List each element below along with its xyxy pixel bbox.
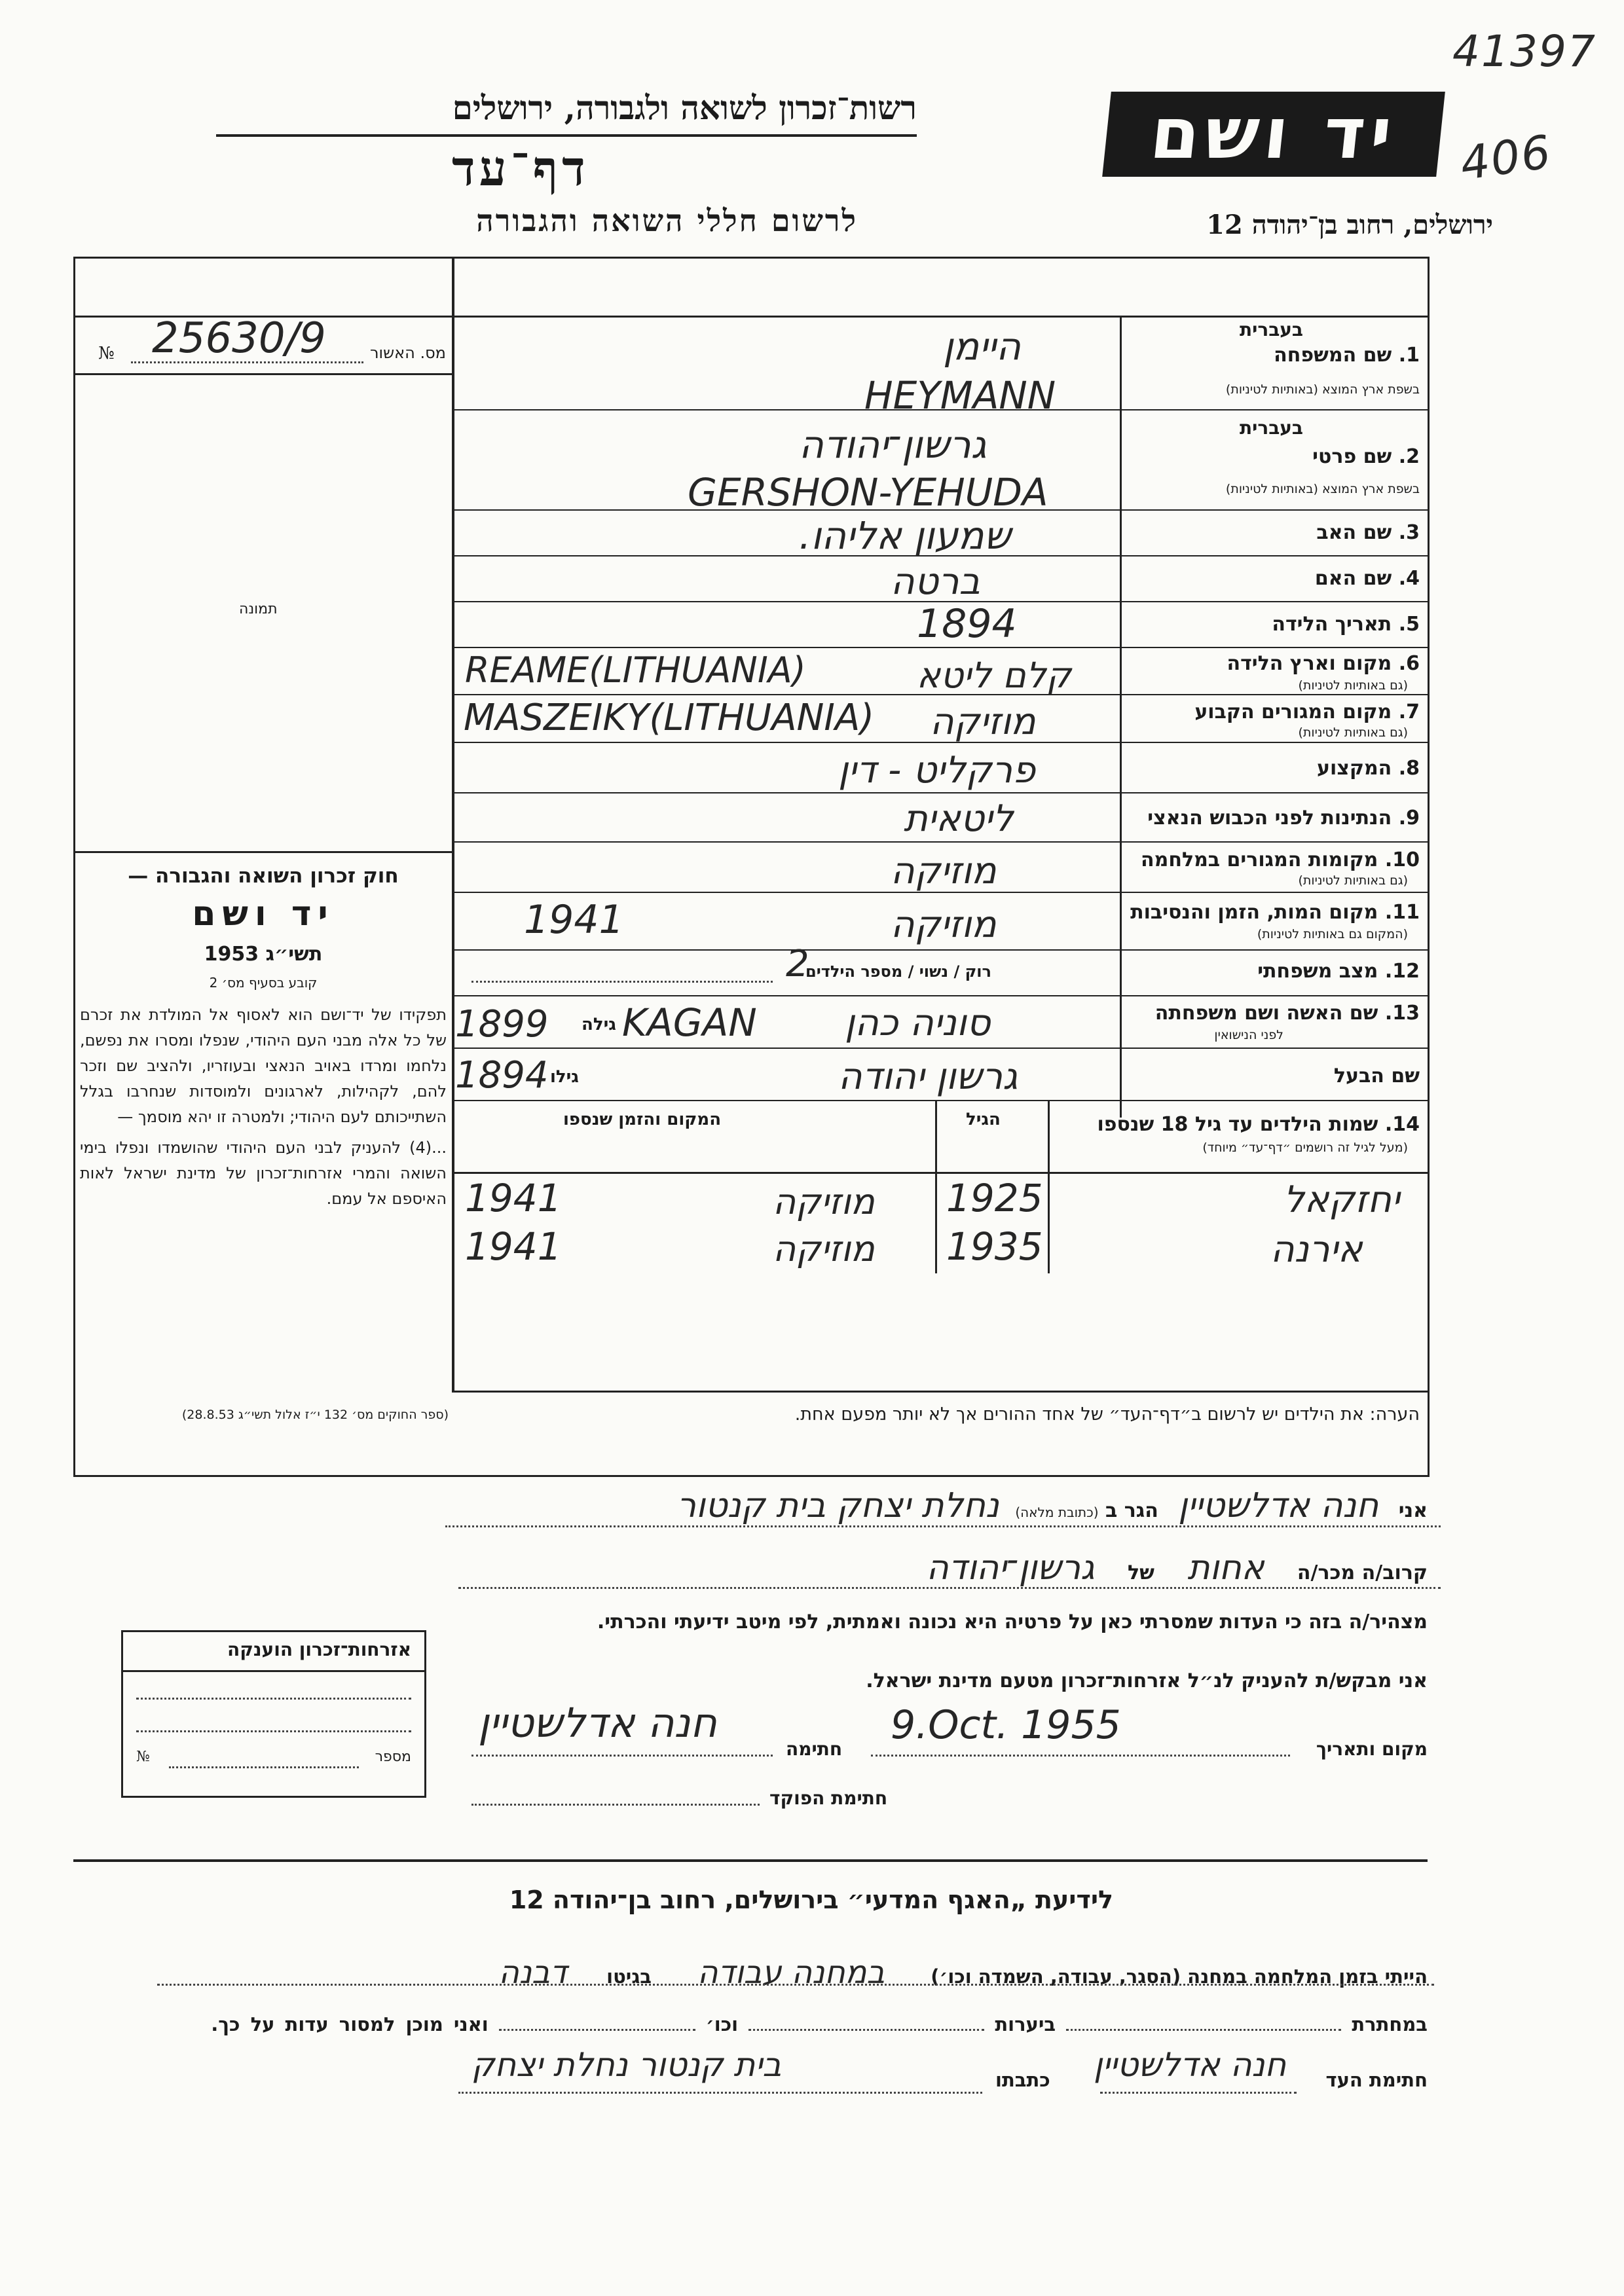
q13-age-label: גילה: [581, 1015, 616, 1034]
left-panel-rule: [73, 851, 453, 853]
child-1-age: 1925: [946, 1176, 1043, 1220]
child-1-place: מוזיקה: [773, 1181, 875, 1222]
signature-dotline: [471, 1755, 773, 1757]
q3-num: 3.: [1398, 521, 1420, 544]
q14-label-text: שמות הילדים עד גיל 18 שנספו: [1097, 1113, 1378, 1136]
ghetto-label: בגיטו: [606, 1965, 652, 1988]
row-rule: [452, 841, 1428, 843]
witness-signature-value: חנה אדלשטיין: [1094, 2046, 1287, 2084]
q2-value-hebrew: גרשון־יהודה: [799, 422, 987, 467]
citizenship-no-mark: №: [136, 1749, 150, 1765]
citizenship-box: [121, 1630, 426, 1798]
declaration-dotline-2: [458, 1587, 1441, 1589]
row-rule: [452, 647, 1428, 648]
place-date-dotline: [871, 1755, 1290, 1757]
q8-value: פרקליט - דין: [838, 749, 1036, 792]
witness-address-dotline: [458, 2092, 982, 2094]
q12-label-text: מצב משפחתי: [1257, 960, 1378, 983]
q6-value-hebrew: קלם ליטא: [917, 655, 1071, 696]
q3-value: שמעון אליהו.: [799, 513, 1011, 558]
husband-value: גרשון יהודה: [838, 1055, 1018, 1098]
child-2-year: 1941: [465, 1224, 562, 1269]
q7-value-latin: MASZEIKY(LITHUANIA): [464, 697, 875, 739]
declaration-request: אני מבקש/ת להעניק לנ״ל אזרחות־זכרון מטעם מדינת ישראל.: [866, 1669, 1428, 1692]
q6-value-latin: REAME(LITHUANIA): [465, 649, 806, 691]
q1-text: 1.: [1398, 344, 1420, 367]
q2-label: [1312, 445, 1420, 468]
q13-label-text: שם האשה ושם משפחתה: [1154, 1002, 1378, 1025]
q10-sub: (גם באותיות לטיניות): [1298, 873, 1408, 888]
declaration-dotline-1: [445, 1525, 1441, 1527]
q13-value-latin: KAGAN: [622, 1000, 757, 1045]
q11-value-year: 1941: [524, 897, 624, 943]
q14-label: [1097, 1113, 1420, 1136]
q10-label: [1141, 848, 1420, 871]
witness-signature-dotline: [1100, 2092, 1297, 2094]
signature-label: חתימה: [786, 1738, 843, 1760]
relative-label: קרוב/ה מכר/ה: [1297, 1561, 1428, 1584]
q9-label-text: הנתינות לפני הכבוש הנאצי: [1147, 807, 1392, 829]
of-label: של: [1128, 1561, 1154, 1584]
q4-label-text: שם האם: [1314, 567, 1392, 590]
approval-value: 25630/9: [152, 314, 326, 363]
ready-to-testify: ואני מוכן למסור עדות על כך.: [211, 2013, 489, 2035]
q12-dotline: [471, 981, 773, 983]
q1-hebrew-tag: בעברית: [1239, 319, 1303, 340]
header-authority: רשות־זכרון לשואה ולגבורה, ירושלים: [452, 88, 917, 127]
q11-label-text: מקום המות, הזמן והנסיבות: [1130, 901, 1378, 924]
underground-label: במחתרת: [1352, 2013, 1428, 2035]
q3-label: [1316, 521, 1420, 544]
left-column-divider: [452, 257, 454, 1391]
q7-label: [1194, 701, 1420, 723]
relation-value: אחות: [1187, 1548, 1264, 1588]
law-name: יד ושם: [192, 894, 335, 934]
q2-label-text: שם פרטי: [1312, 445, 1392, 468]
q14-sub: (מעל לגיל זה רושמים ״דף־עד״ מיוחד): [1202, 1140, 1408, 1155]
officer-label: חתימת הפוקד: [769, 1787, 888, 1809]
child-2-age: 1935: [946, 1224, 1043, 1269]
address-value: נחלת יצחק בית קנטור: [676, 1486, 999, 1525]
form-subtitle: לרשום חללי השואה והגבורה: [476, 203, 858, 238]
declaration-statement: מצהיר/ה בזה כי העדות שמסרתי כאן על פרטיה היא נכונה ואמתית, לפי מיטב ידיעתי והכרתי.: [597, 1611, 1428, 1633]
q9-label: [1147, 807, 1420, 829]
q12-options: רוק / נשוי / מספר הילדים: [805, 962, 991, 981]
q5-value: 1894: [917, 601, 1017, 647]
ghetto-value: דבנה: [498, 1954, 568, 1991]
witness-address-value: בית קנטור נחלת יצחק: [471, 2046, 782, 2084]
row-rule: [452, 995, 1428, 996]
resident-label: הגר ב: [1105, 1499, 1158, 1522]
q2-num: 2.: [1398, 445, 1420, 468]
q7-num: 7.: [1398, 701, 1420, 723]
child-1-name: יחזקאל: [1283, 1178, 1400, 1221]
q9-num: 9.: [1398, 807, 1420, 829]
husband-age: 1894: [455, 1054, 549, 1097]
approval-label: מס. האשור: [370, 344, 446, 362]
law-body: תפקידו של יד־ושם הוא לאסוף אל המולדת את זכרם של כל אלה מבני העם היהודי, שנפלו ומסרו את נפשם, נלחמו ומרדו באויב הנאצי ובעוזריו, ולהציב שם וזכר להם, לקהילות, לארגונים ולמוסדות שנחרבו בגלל השתייכותם לעם היהודי; ולמטרה זו יהא מוסמך —: [80, 1006, 447, 1126]
q6-num: 6.: [1398, 652, 1420, 675]
place-date-value: 9.Oct. 1955: [891, 1702, 1121, 1748]
header-rule: [216, 134, 917, 137]
q1-label-text: שם המשפחה: [1274, 344, 1392, 367]
declarant-value: חנה אדלשטיין: [1178, 1486, 1379, 1525]
q5-label-text: תאריך הלידה: [1272, 613, 1392, 636]
q7-value-hebrew: מוזיקה: [930, 701, 1036, 743]
note-text: הערה: את הילדים יש לרשום ב״דף־העד״ של אחד ההורים אך לא יותר מפעם אחת.: [794, 1404, 1420, 1425]
bottom-line-2: [183, 2013, 1428, 2035]
camp-label: הייתי בזמן המלחמה במחנה (הסגר, עבודה, השמדה וכו׳): [931, 1965, 1428, 1988]
q7-sub: (גם באותיות לטיניות): [1298, 725, 1408, 740]
photo-label: תמונה: [239, 601, 278, 617]
label-column-divider: [1120, 316, 1122, 1118]
children-col-age: הגיל: [966, 1110, 1001, 1129]
q13-label: [1155, 1002, 1420, 1025]
q12-num: 12.: [1384, 960, 1420, 983]
q1-sub: בשפת ארץ המוצא (באותיות לטיניות): [1225, 382, 1420, 397]
children-col-place: המקום והזמן שנספו: [563, 1110, 722, 1129]
husband-age-label: גילו: [550, 1067, 579, 1087]
witness-signature-label: חתימת העד: [1325, 2069, 1428, 2091]
law-block: [80, 864, 447, 1212]
header-address: ירושלים, רחוב בן־יהודה 12: [1206, 210, 1493, 240]
q2-value-latin: GERSHON-YEHUDA: [688, 470, 1048, 515]
yad-vashem-logo: [1102, 92, 1445, 177]
officer-dotline: [471, 1804, 760, 1806]
citizenship-dotline: [136, 1730, 411, 1732]
q8-label-text: המקצוע: [1316, 757, 1392, 780]
of-value: גרשון־יהודה: [926, 1548, 1095, 1588]
q4-label: [1315, 567, 1420, 590]
law-clause4: ...(4) להעניק לבני העם היהודי שהושמדו ונפלו בימי השואה והמרי אזרחות־זכרון של מדינת ישראל לאות האיספם אל עמם.: [80, 1139, 447, 1208]
citizenship-title: אזרחות־זכרון הוענקה: [227, 1639, 411, 1660]
witness-address-label: כתבתו: [995, 2069, 1050, 2091]
q10-label-text: מקומות המגורים במלחמה: [1141, 848, 1378, 871]
address-hint: (כתובת מלאה): [1015, 1504, 1099, 1520]
q13-age: 1899: [455, 1003, 549, 1046]
place-date-label: מקום ותאריך: [1316, 1738, 1428, 1760]
q2-sub: בשפת ארץ המוצא (באותיות לטיניות): [1225, 482, 1420, 496]
declaration-line-2: [445, 1548, 1428, 1588]
camp-value: במחנה עבודה: [697, 1954, 885, 1991]
children-header-rule: [452, 1172, 1428, 1174]
q6-label: [1227, 652, 1420, 675]
law-year: תשי״ג 1953: [204, 943, 323, 966]
declaration-line-1: [445, 1486, 1428, 1525]
corner-number-top: 41397: [1452, 26, 1596, 77]
q11-label: [1130, 901, 1420, 924]
note-rule: [452, 1391, 1428, 1393]
citizenship-number-label: מספר: [375, 1749, 411, 1765]
q14-num: 14.: [1384, 1113, 1420, 1136]
bottom-section-rule: [73, 1859, 1428, 1862]
q12-label: [1257, 960, 1420, 983]
q10-num: 10.: [1384, 848, 1420, 871]
citizenship-dotline: [136, 1698, 411, 1700]
i-label: אני: [1398, 1499, 1428, 1522]
q13-sub: לפני הנישואין: [1214, 1028, 1283, 1042]
q1-value-latin: HEYMANN: [864, 373, 1056, 418]
q12-value: 2: [786, 943, 809, 985]
citizenship-number-dotline: [169, 1766, 359, 1768]
husband-label: שם הבעל: [1333, 1065, 1420, 1087]
corner-number-second: 406: [1457, 124, 1556, 191]
child-2-name: אירנה: [1270, 1228, 1363, 1271]
row-rule: [452, 1048, 1428, 1049]
q3-label-text: שם האב: [1316, 521, 1392, 544]
children-col-divider: [935, 1100, 937, 1273]
logo-text: יד ושם: [1146, 93, 1401, 175]
bottom-title: לידיעת „האגף המדעי״ בירושלים, רחוב בן־יהודה 12: [509, 1886, 1113, 1914]
law-section: קובע בסעיף מס׳ 2: [209, 975, 318, 991]
row-rule: [452, 792, 1428, 793]
q4-num: 4.: [1398, 567, 1420, 590]
law-citation: (ספר החוקים מס׳ 132 י״ז אלול תשי״ג 28.8.53): [181, 1408, 449, 1422]
q6-sub: (גם באותיות לטיניות): [1298, 678, 1408, 693]
forests-label: ביערות: [995, 2013, 1056, 2035]
q11-sub: (המקום גם באותיות לטיניות): [1257, 927, 1408, 941]
q5-label: [1272, 613, 1420, 636]
q8-num: 8.: [1398, 757, 1420, 780]
q4-value: ברטה: [891, 560, 980, 603]
q13-num: 13.: [1384, 1002, 1420, 1025]
q11-value-place: מוזיקה: [891, 903, 997, 946]
q9-value: ליטאית: [904, 797, 1014, 840]
q1-label: [1274, 344, 1420, 367]
child-2-place: מוזיקה: [773, 1228, 875, 1269]
child-1-year: 1941: [465, 1176, 562, 1220]
q2-hebrew-tag: בעברית: [1239, 417, 1303, 439]
q10-value: מוזיקה: [891, 850, 997, 892]
law-title: חוק זכרון השואה והגבורה —: [128, 864, 399, 888]
q7-label-text: מקום המגורים הקבוע: [1194, 701, 1392, 723]
q13-value-hebrew: סוניה כהן: [845, 1002, 991, 1044]
q8-label: [1317, 757, 1420, 780]
children-col-divider: [1048, 1100, 1050, 1273]
q1-value-hebrew: היימן: [943, 324, 1022, 369]
q6-label-text: מקום וארץ הלידה: [1227, 652, 1392, 675]
etc-label: וכו׳: [705, 2013, 739, 2035]
row-rule: [452, 1100, 1428, 1101]
left-panel-rule: [73, 373, 453, 375]
row-rule: [452, 949, 1428, 951]
signature-value: חנה אדלשטיין: [478, 1699, 717, 1747]
approval-no-mark: №: [98, 344, 115, 363]
citizenship-title-rule: [123, 1670, 424, 1672]
form-title: דף־עד: [452, 141, 589, 197]
q5-num: 5.: [1398, 613, 1420, 636]
q11-num: 11.: [1384, 901, 1420, 924]
bottom-dotline-1: [157, 1984, 1434, 1986]
